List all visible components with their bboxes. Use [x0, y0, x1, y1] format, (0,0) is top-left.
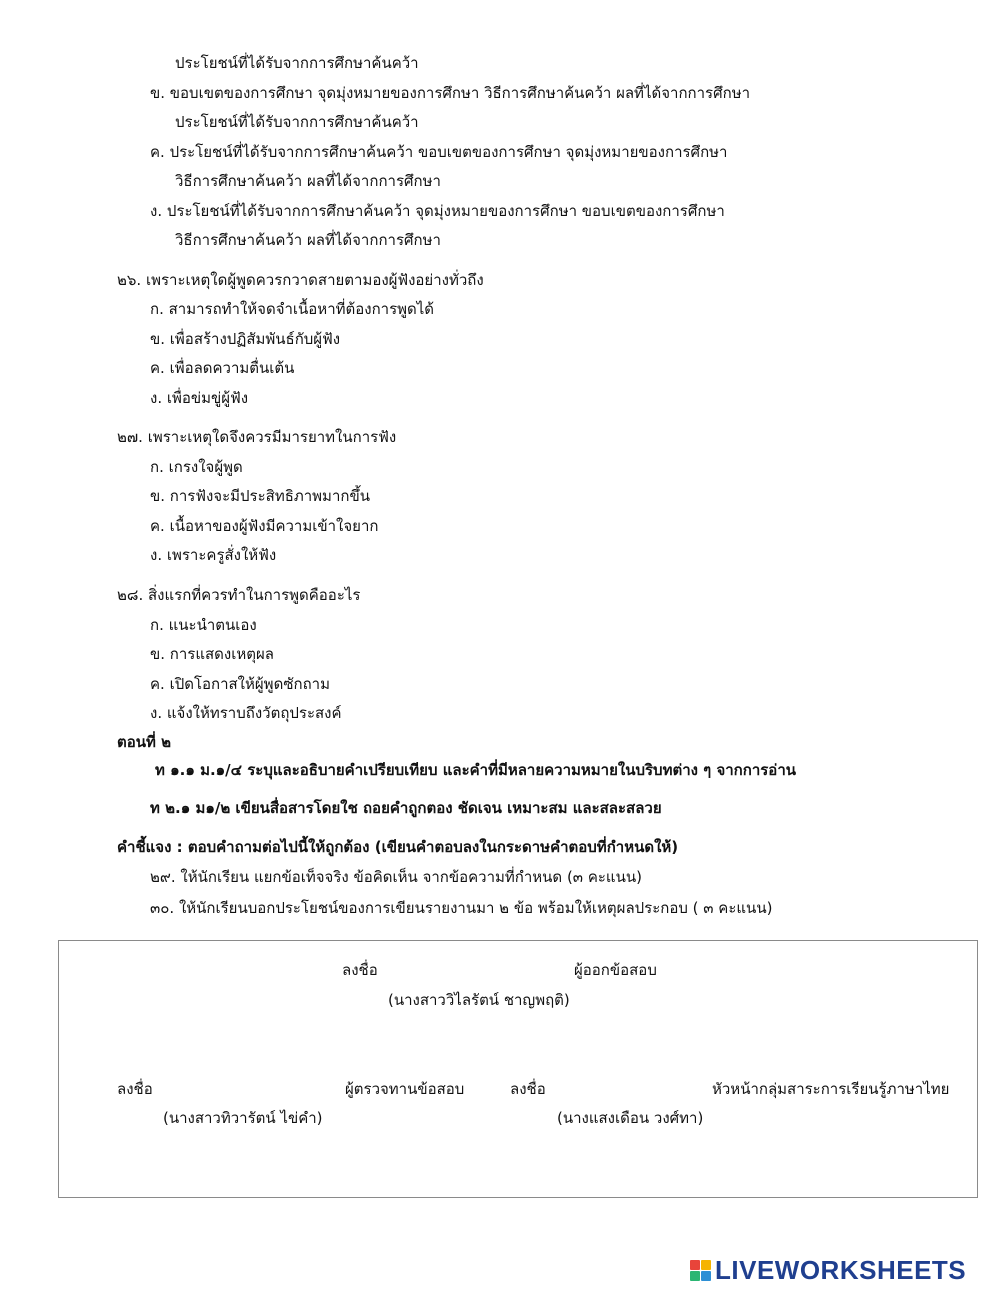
part-2-heading: ตอนที่ ๒ — [117, 733, 172, 751]
option-c: ค. ประโยชน์ที่ได้รับจากการศึกษาค้นคว้า ขอบเขตของการศึกษา จุดมุ่งหมายของการศึกษา — [150, 143, 728, 161]
liveworksheets-logo — [690, 1255, 966, 1285]
reviewer-role: ผู้ตรวจทานข้อสอบ — [345, 1080, 465, 1098]
head-role: หัวหน้ากลุ่มสาระการเรียนรู้ภาษาไทย — [712, 1080, 950, 1098]
liveworksheets-logo-icon — [690, 1260, 711, 1281]
logo-tile — [690, 1260, 700, 1270]
question-option: ค. เนื้อหาของผู้ฟังมีความเข้าใจยาก — [150, 517, 379, 535]
examiner-role: ผู้ออกข้อสอบ — [574, 961, 657, 979]
option-c-continuation: วิธีการศึกษาค้นคว้า ผลที่ได้จากการศึกษา — [175, 172, 441, 190]
logo-text: LIVEWORKSHEETS — [715, 1254, 967, 1285]
sign-label: ลงชื่อ — [510, 1080, 546, 1098]
signature-box — [58, 940, 978, 1198]
question-29: ๒๙. ให้นักเรียน แยกข้อเท็จจริง ข้อคิดเห็น จากข้อความที่กำหนด (๓ คะแนน) — [150, 868, 642, 886]
sign-label: ลงชื่อ — [117, 1080, 153, 1098]
option-b-continuation: ประโยชน์ที่ได้รับจากการศึกษาค้นคว้า — [175, 113, 419, 131]
question-option: ก. แนะนำตนเอง — [150, 616, 257, 634]
logo-tile — [701, 1271, 711, 1281]
logo-tile — [690, 1271, 700, 1281]
option-a-continuation: ประโยชน์ที่ได้รับจากการศึกษาค้นคว้า — [175, 54, 419, 72]
question-option: ง. เพราะครูสั่งให้ฟัง — [150, 546, 277, 564]
question-option: ง. แจ้งให้ทราบถึงวัตถุประสงค์ — [150, 704, 342, 722]
question-option: ง. เพื่อข่มขู่ผู้ฟัง — [150, 389, 249, 407]
standard-1: ท ๑.๑ ม.๑/๔ ระบุและอธิบายคำเปรียบเทียบ และคำที่มีหลายความหมายในบริบทต่าง ๆ จากการอ่าน — [155, 761, 796, 779]
sign-label: ลงชื่อ — [342, 961, 378, 979]
examiner-name: (นางสาววิไลรัตน์ ชาญพฤติ) — [388, 991, 570, 1009]
question-stem: ๒๗. เพราะเหตุใดจึงควรมีมารยาทในการฟัง — [117, 428, 397, 446]
question-option: ก. สามารถทำให้จดจำเนื้อหาที่ต้องการพูดได้ — [150, 300, 435, 318]
option-d: ง. ประโยชน์ที่ได้รับจากการศึกษาค้นคว้า จุดมุ่งหมายของการศึกษา ขอบเขตของการศึกษา — [150, 202, 725, 220]
question-option: ข. การแสดงเหตุผล — [150, 645, 274, 663]
question-stem: ๒๘. สิ่งแรกที่ควรทำในการพูดคืออะไร — [117, 586, 361, 604]
question-option: ค. เพื่อลดความตื่นเต้น — [150, 359, 295, 377]
standard-2: ท ๒.๑ ม๑/๒ เขียนสื่อสารโดยใช ถอยคำถูกตอง ชัดเจน เหมาะสม และสละสลวย — [150, 799, 662, 817]
option-d-continuation: วิธีการศึกษาค้นคว้า ผลที่ได้จากการศึกษา — [175, 231, 441, 249]
question-option: ค. เปิดโอกาสให้ผู้พูดซักถาม — [150, 675, 330, 693]
question-option: ก. เกรงใจผู้พูด — [150, 458, 243, 476]
option-b: ข. ขอบเขตของการศึกษา จุดมุ่งหมายของการศึกษา วิธีการศึกษาค้นคว้า ผลที่ได้จากการศึกษา — [150, 84, 750, 102]
question-option: ข. เพื่อสร้างปฏิสัมพันธ์กับผู้ฟัง — [150, 330, 341, 348]
instructions: คำชี้แจง : ตอบคำถามต่อไปนี้ให้ถูกต้อง (เขียนคำตอบลงในกระดาษคำตอบที่กำหนดให้) — [117, 838, 679, 856]
question-30: ๓๐. ให้นักเรียนบอกประโยชน์ของการเขียนรายงานมา ๒ ข้อ พร้อมให้เหตุผลประกอบ ( ๓ คะแนน) — [150, 899, 773, 917]
question-option: ข. การฟังจะมีประสิทธิภาพมากขึ้น — [150, 487, 370, 505]
reviewer-name: (นางสาวทิวารัตน์ ไข่คำ) — [163, 1109, 323, 1127]
question-stem: ๒๖. เพราะเหตุใดผู้พูดควรกวาดสายตามองผู้ฟังอย่างทั่วถึง — [117, 271, 484, 289]
head-name: (นางแสงเดือน วงศ์ทา) — [557, 1109, 704, 1127]
logo-tile — [701, 1260, 711, 1270]
